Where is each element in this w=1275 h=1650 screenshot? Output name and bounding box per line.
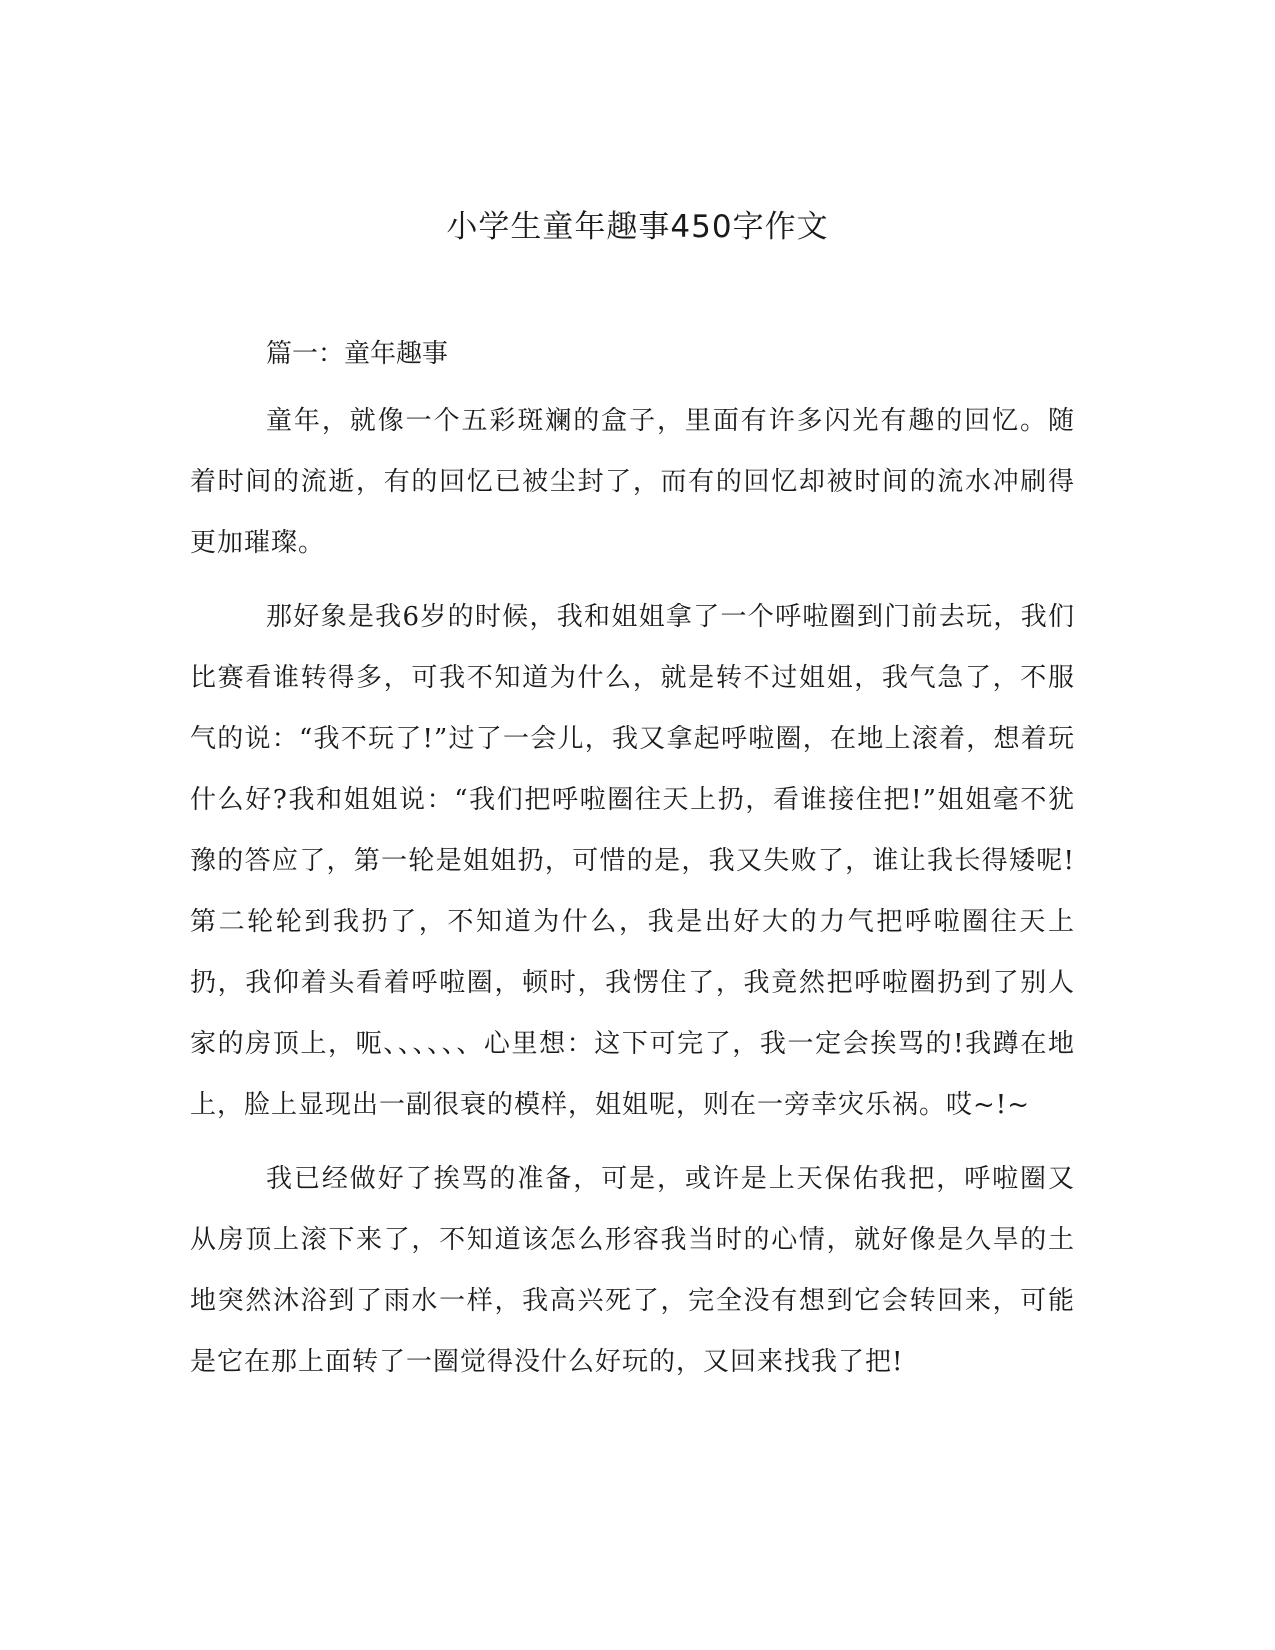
paragraph-2: 那好象是我6岁的时候，我和姐姐拿了一个呼啦圈到门前去玩，我们比赛看谁转得多，可我不知道为什么，就是转不过姐姐，我气急了，不服气的说：“我不玩了!”过了一会儿，我又拿起呼啦圈，在地上滚着，想着玩什么好?我和姐姐说：“我们把呼啦圈往天上扔，看谁接住把!”姐姐毫不犹豫的答应了，第一轮是姐姐扔，可惜的是，我又失败了，谁让我长得矮呢!第二轮轮到我扔了，不知道为什么，我是出好大的力气把呼啦圈往天上扔，我仰着头看着呼啦圈，顿时，我愣住了，我竟然把呼啦圈扔到了别人家的房顶上，呃、、、、、、心里想：这下可完了，我一定会挨骂的!我蹲在地上，脸上显现出一副很衰的模样，姐姐呢，则在一旁幸灾乐祸。哎~!~	[190, 602, 1075, 1120]
section-heading: 篇一：童年趣事	[266, 339, 449, 369]
paragraph-1: 童年，就像一个五彩斑斓的盒子，里面有许多闪光有趣的回忆。随着时间的流逝，有的回忆已被尘封了，而有的回忆却被时间的流水冲刷得更加璀璨。	[190, 406, 1075, 558]
document-body	[190, 330, 1075, 1406]
document-title: 小学生童年趣事450字作文	[446, 209, 829, 245]
paragraph-3: 我已经做好了挨骂的准备，可是，或许是上天保佑我把，呼啦圈又从房顶上滚下来了，不知道该怎么形容我当时的心情，就好像是久旱的土地突然沐浴到了雨水一样，我高兴死了，完全没有想到它会转回来，可能是它在那上面转了一圈觉得没什么好玩的，又回来找我了把!	[190, 1164, 1075, 1377]
